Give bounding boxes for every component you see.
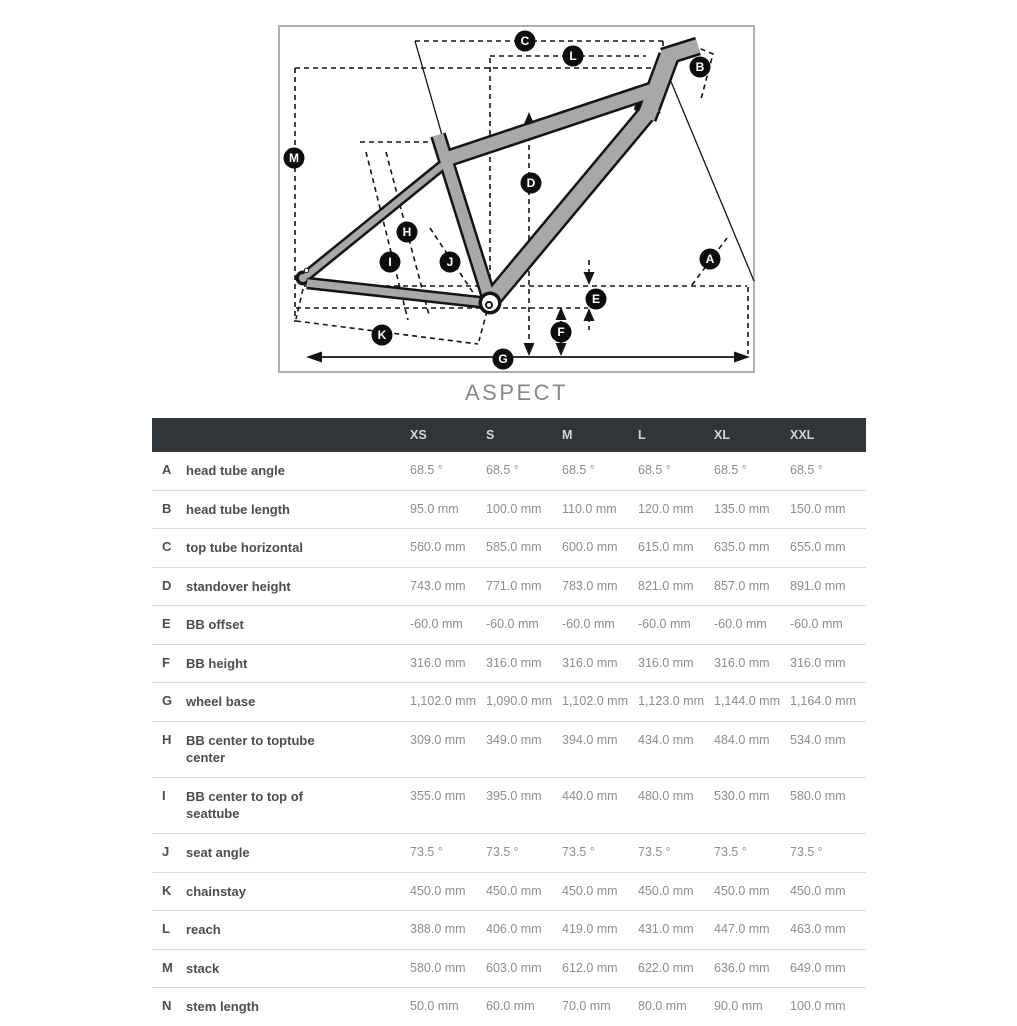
row-label: reach [186, 922, 221, 938]
geometry-value-H-XXL: 534.0 mm [790, 721, 866, 777]
geometry-value-C-XL: 635.0 mm [714, 529, 790, 568]
row-label-cell [186, 529, 410, 568]
geometry-table [152, 418, 866, 1026]
row-label: seat angle [186, 845, 250, 861]
geometry-value-J-M: 73.5 ° [562, 834, 638, 873]
geometry-value-C-M: 600.0 mm [562, 529, 638, 568]
geometry-value-K-XXL: 450.0 mm [790, 872, 866, 911]
geometry-row-C [152, 529, 866, 568]
geometry-value-D-XS: 743.0 mm [410, 567, 486, 606]
size-header-S: S [486, 418, 562, 452]
svg-text:E: E [591, 292, 601, 307]
geometry-value-M-XL: 636.0 mm [714, 949, 790, 988]
geometry-value-E-L: -60.0 mm [638, 606, 714, 645]
geometry-row-G [152, 683, 866, 722]
row-label-cell [186, 606, 410, 645]
geometry-value-N-XXL: 100.0 mm [790, 988, 866, 1026]
marker-L [563, 46, 584, 67]
marker-K [372, 325, 393, 346]
geometry-value-N-L: 80.0 mm [638, 988, 714, 1026]
geometry-value-K-S: 450.0 mm [486, 872, 562, 911]
row-letter: C [152, 529, 186, 568]
geometry-value-B-XS: 95.0 mm [410, 490, 486, 529]
geometry-value-B-XXL: 150.0 mm [790, 490, 866, 529]
geometry-row-K [152, 872, 866, 911]
geometry-value-L-S: 406.0 mm [486, 911, 562, 950]
geometry-value-L-M: 419.0 mm [562, 911, 638, 950]
geometry-value-M-S: 603.0 mm [486, 949, 562, 988]
header-spacer-letter [152, 418, 186, 452]
bottom-bracket [479, 292, 502, 315]
geometry-value-K-L: 450.0 mm [638, 872, 714, 911]
svg-text:I: I [388, 255, 392, 270]
geometry-value-G-XXL: 1,164.0 mm [790, 683, 866, 722]
geometry-value-A-L: 68.5 ° [638, 463, 671, 477]
svg-text:C: C [520, 34, 530, 49]
geometry-value-I-XL: 530.0 mm [714, 777, 790, 833]
geometry-value-B-S: 100.0 mm [486, 490, 562, 529]
size-header-XXL: XXL [790, 418, 866, 452]
row-letter: B [152, 490, 186, 529]
geometry-value-E-XXL: -60.0 mm [790, 606, 866, 645]
geometry-value-D-S: 771.0 mm [486, 567, 562, 606]
row-letter: M [152, 949, 186, 988]
row-label: wheel base [186, 694, 256, 710]
geometry-value-A-XL: 68.5 ° [714, 463, 747, 477]
row-label-cell [186, 490, 410, 529]
row-label-cell [186, 777, 410, 833]
geometry-value-L-XS: 388.0 mm [410, 911, 486, 950]
geometry-value-B-M: 110.0 mm [562, 490, 638, 529]
geometry-value-D-L: 821.0 mm [638, 567, 714, 606]
geometry-row-M [152, 949, 866, 988]
marker-G [493, 349, 514, 370]
geometry-value-K-XS: 450.0 mm [410, 872, 486, 911]
diagram-border [279, 26, 754, 372]
row-letter: H [152, 721, 186, 777]
svg-text:L: L [569, 49, 577, 64]
row-label: stack [186, 960, 220, 976]
geometry-row-F [152, 644, 866, 683]
geometry-value-E-S: -60.0 mm [486, 606, 562, 645]
geometry-value-E-M: -60.0 mm [562, 606, 638, 645]
geometry-value-H-M: 394.0 mm [562, 721, 638, 777]
geometry-value-K-M: 450.0 mm [562, 872, 638, 911]
marker-D [521, 173, 542, 194]
row-letter: D [152, 567, 186, 606]
svg-text:D: D [526, 176, 536, 191]
geometry-value-C-L: 615.0 mm [638, 529, 714, 568]
geometry-value-J-L: 73.5 ° [638, 834, 714, 873]
geometry-value-G-L: 1,123.0 mm [638, 683, 714, 722]
geometry-row-D [152, 567, 866, 606]
geometry-row-J [152, 834, 866, 873]
row-label-cell [186, 988, 410, 1026]
row-label: BB center to toptube center [186, 732, 315, 766]
svg-text:M: M [289, 151, 299, 166]
geometry-value-F-XL: 316.0 mm [714, 644, 790, 683]
row-letter: N [152, 988, 186, 1026]
geometry-row-N [152, 988, 866, 1026]
geometry-value-H-L: 434.0 mm [638, 721, 714, 777]
geometry-value-F-S: 316.0 mm [486, 644, 562, 683]
geometry-value-G-XS: 1,102.0 mm [410, 683, 486, 722]
svg-text:K: K [377, 328, 387, 343]
svg-text:G: G [498, 352, 508, 367]
marker-F [551, 322, 572, 343]
marker-M [284, 148, 305, 169]
row-label-cell [186, 567, 410, 606]
geometry-value-I-M: 440.0 mm [562, 777, 638, 833]
row-letter: A [162, 462, 172, 477]
geometry-value-I-XS: 355.0 mm [410, 777, 486, 833]
geometry-value-A-XXL: 68.5 ° [790, 463, 823, 477]
geometry-value-N-M: 70.0 mm [562, 988, 638, 1026]
geometry-row-A [152, 452, 866, 490]
geometry-row-B [152, 490, 866, 529]
geometry-value-I-L: 480.0 mm [638, 777, 714, 833]
geometry-value-J-XS: 73.5 ° [410, 834, 486, 873]
dropout-notch [304, 268, 308, 272]
geometry-value-F-M: 316.0 mm [562, 644, 638, 683]
svg-text:H: H [402, 225, 412, 240]
row-letter: G [152, 683, 186, 722]
geometry-value-A-M: 68.5 ° [562, 463, 595, 477]
geometry-value-K-XL: 450.0 mm [714, 872, 790, 911]
geometry-value-L-XXL: 463.0 mm [790, 911, 866, 950]
geometry-value-H-S: 349.0 mm [486, 721, 562, 777]
geometry-value-L-L: 431.0 mm [638, 911, 714, 950]
row-label-cell [186, 911, 410, 950]
geometry-value-N-S: 60.0 mm [486, 988, 562, 1026]
marker-J [440, 252, 461, 273]
geometry-value-F-XS: 316.0 mm [410, 644, 486, 683]
bike-frame-diagram [278, 25, 755, 373]
svg-text:F: F [557, 325, 565, 340]
row-label-cell [186, 834, 410, 873]
marker-I [380, 252, 401, 273]
row-letter: J [152, 834, 186, 873]
table-header [152, 418, 866, 452]
geometry-value-M-XXL: 649.0 mm [790, 949, 866, 988]
geometry-value-N-XS: 50.0 mm [410, 988, 486, 1026]
size-header-XS: XS [410, 418, 486, 452]
size-header-M: M [562, 418, 638, 452]
geometry-value-E-XL: -60.0 mm [714, 606, 790, 645]
geometry-value-B-XL: 135.0 mm [714, 490, 790, 529]
row-letter: I [152, 777, 186, 833]
geometry-value-I-S: 395.0 mm [486, 777, 562, 833]
geometry-value-G-M: 1,102.0 mm [562, 683, 638, 722]
row-label-cell [186, 949, 410, 988]
row-letter: F [152, 644, 186, 683]
geometry-value-L-XL: 447.0 mm [714, 911, 790, 950]
geometry-value-D-M: 783.0 mm [562, 567, 638, 606]
row-label: BB height [186, 655, 248, 671]
geometry-value-A-S: 68.5 ° [486, 463, 519, 477]
svg-text:A: A [705, 252, 715, 267]
geometry-row-I [152, 777, 866, 833]
geometry-value-F-XXL: 316.0 mm [790, 644, 866, 683]
model-title: ASPECT [464, 380, 569, 405]
geometry-value-I-XXL: 580.0 mm [790, 777, 866, 833]
row-label: head tube angle [186, 463, 285, 478]
geometry-value-A-XS: 68.5 ° [410, 463, 443, 477]
row-letter: K [152, 872, 186, 911]
geometry-value-J-XXL: 73.5 ° [790, 834, 866, 873]
row-label-cell [186, 721, 410, 777]
geometry-value-C-XXL: 655.0 mm [790, 529, 866, 568]
geometry-value-M-L: 622.0 mm [638, 949, 714, 988]
geometry-value-B-L: 120.0 mm [638, 490, 714, 529]
svg-text:B: B [695, 60, 705, 75]
row-letter: E [152, 606, 186, 645]
marker-B [690, 57, 711, 78]
geometry-value-C-XS: 560.0 mm [410, 529, 486, 568]
row-label: head tube length [186, 501, 290, 517]
marker-C [515, 31, 536, 52]
geometry-value-M-XS: 580.0 mm [410, 949, 486, 988]
geometry-value-F-L: 316.0 mm [638, 644, 714, 683]
geometry-value-J-XL: 73.5 ° [714, 834, 790, 873]
geometry-row-E [152, 606, 866, 645]
geometry-value-J-S: 73.5 ° [486, 834, 562, 873]
row-letter: L [152, 911, 186, 950]
geometry-row-H [152, 721, 866, 777]
marker-E [586, 289, 607, 310]
svg-text:J: J [446, 255, 454, 270]
geometry-value-H-XL: 484.0 mm [714, 721, 790, 777]
row-label: chainstay [186, 883, 246, 899]
geometry-row-L [152, 911, 866, 950]
geometry-value-D-XXL: 891.0 mm [790, 567, 866, 606]
geometry-value-C-S: 585.0 mm [486, 529, 562, 568]
marker-H [397, 222, 418, 243]
size-header-XL: XL [714, 418, 790, 452]
header-spacer-label [186, 418, 410, 452]
row-label-cell [186, 683, 410, 722]
row-label: BB offset [186, 617, 244, 633]
geometry-diagram [278, 25, 755, 373]
geometry-value-N-XL: 90.0 mm [714, 988, 790, 1026]
geometry-value-D-XL: 857.0 mm [714, 567, 790, 606]
row-label: BB center to top of seattube [186, 788, 303, 822]
row-label-cell [186, 644, 410, 683]
row-label-cell [186, 452, 410, 490]
geometry-value-G-S: 1,090.0 mm [486, 683, 562, 722]
row-label: top tube horizontal [186, 540, 303, 556]
geometry-value-M-M: 612.0 mm [562, 949, 638, 988]
size-header-L: L [638, 418, 714, 452]
row-label: stem length [186, 999, 259, 1015]
marker-A [700, 249, 721, 270]
geometry-value-H-XS: 309.0 mm [410, 721, 486, 777]
row-label-cell [186, 872, 410, 911]
geometry-value-E-XS: -60.0 mm [410, 606, 486, 645]
geometry-value-G-XL: 1,144.0 mm [714, 683, 790, 722]
row-label: standover height [186, 578, 291, 594]
